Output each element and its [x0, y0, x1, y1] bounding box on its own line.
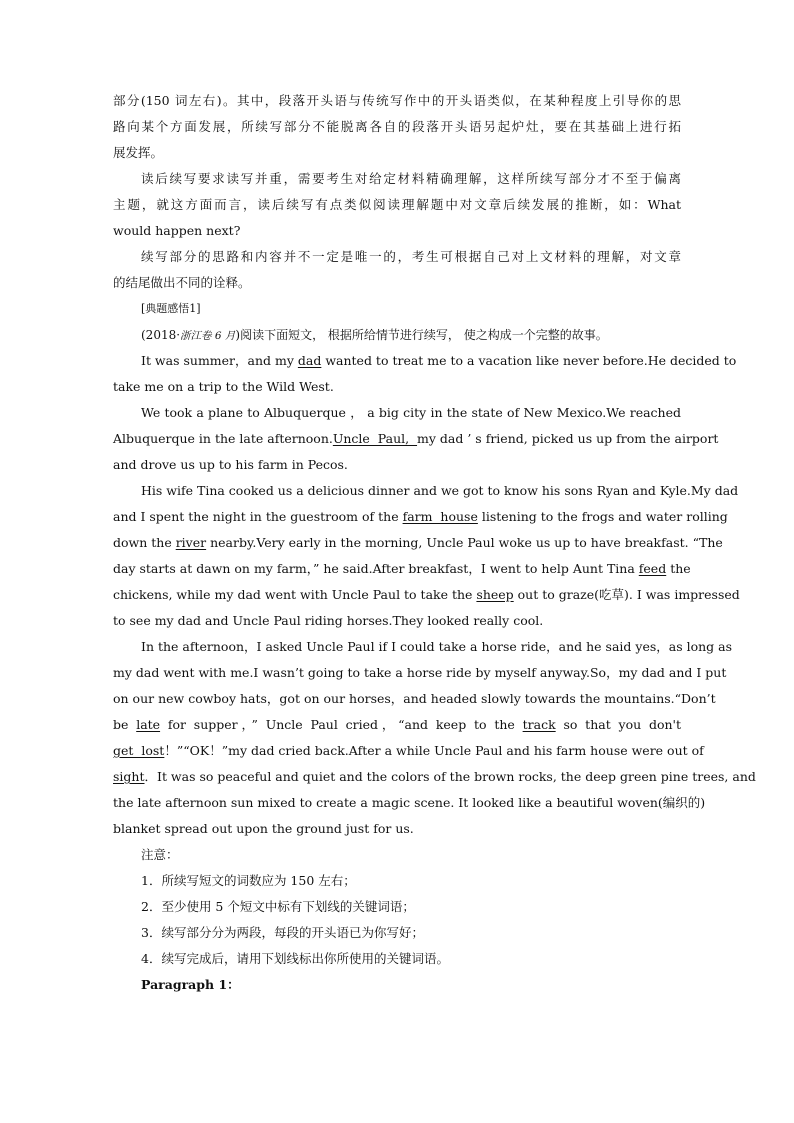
example-instruction: [113, 322, 681, 348]
story-line: [113, 504, 728, 530]
story-line: on our new cowboy hats，got on our horses，and headed slowly towards the mountains.“Don’t: [113, 691, 716, 706]
text-line: would happen next?: [113, 223, 241, 238]
paragraph-label: Paragraph 1：: [141, 977, 240, 992]
story-line: and drove us up to his farm in Pecos.: [113, 457, 348, 472]
story-line: [113, 530, 723, 556]
keyword: get lost: [113, 743, 165, 758]
note-item: 3．续写部分分为两段，每段的开头语已为你写好；: [141, 925, 424, 940]
story-line: to see my dad and Uncle Paul riding horses.They looked really cool.: [113, 613, 544, 628]
story-line: [113, 712, 681, 738]
story-text: for supper，” Uncle Paul cried，“and keep to the: [160, 717, 523, 732]
year-text: (2018·: [141, 328, 181, 342]
story-text: ．It was so peaceful and quiet and the colors of the brown rocks, the deep green pine trees, and: [144, 769, 756, 784]
story-line: [113, 764, 756, 790]
keyword: Uncle Paul,: [332, 431, 418, 446]
story-line: [113, 582, 740, 608]
text-line: 读后续写要求读写并重，需要考生对给定材料精确理解，这样所续写部分才不至于偏离: [141, 171, 681, 186]
story-line: [113, 738, 704, 764]
keyword: feed: [638, 561, 667, 576]
story-line: blanket spread out upon the ground just for us.: [113, 821, 414, 836]
story-line: [113, 556, 691, 582]
example-tag: [典题感悟1]: [141, 302, 201, 315]
story-line: my dad went with me.I wasn’t going to take a horse ride by myself anyway.So，my dad and I put: [113, 665, 727, 680]
story-line: In the afternoon，I asked Uncle Paul if I could take a horse ride，and he said yes，as long as: [141, 639, 733, 654]
story-text: so that you don't: [555, 717, 681, 732]
story-text: It was summer，and my: [141, 353, 298, 368]
keyword: sight: [113, 769, 145, 784]
story-text: nearby.Very early in the morning, Uncle Paul woke us up to have breakfast. “The: [206, 535, 723, 550]
text-line: 展发挥。: [113, 145, 164, 160]
text-line: 主题，就这方面而言，读后续写有点类似阅读理解题中对文章后续发展的推断，如：What: [113, 197, 681, 212]
note-item: 1．所续写短文的词数应为 150 左右；: [141, 873, 356, 888]
keyword: sheep: [476, 587, 514, 602]
document-page: [113, 88, 756, 998]
story-text: down the: [113, 535, 176, 550]
story-line: We took a plane to Albuquerque ， a big city in the state of New Mexico.We reached: [141, 405, 681, 420]
keyword: dad: [297, 353, 322, 368]
keyword: late: [136, 717, 161, 732]
text-line: 路向某个方面发展，所续写部分不能脱离各自的段落开头语另起炉灶，要在其基础上进行拓: [113, 119, 681, 134]
story-text: the: [666, 561, 691, 576]
text-line: 部分(150 词左右)。其中，段落开头语与传统写作中的开头语类似，在某种程度上引导你的思: [113, 93, 681, 108]
story-text: wanted to treat me to a vacation like never before.He decided to: [321, 353, 737, 368]
story-line: [113, 426, 719, 452]
story-text: ！”“OK！”my dad cried back.After a while Uncle Paul and his farm house were out of: [164, 743, 704, 758]
text-line: 续写部分的思路和内容并不一定是唯一的，考生可根据自己对上文材料的理解，对文章: [141, 249, 681, 264]
story-text: out to graze(吃草). I was impressed: [513, 587, 740, 602]
story-line: His wife Tina cooked us a delicious dinner and we got to know his sons Ryan and Kyle.My dad: [141, 483, 739, 498]
story-text: and I spent the night in the guestroom of the: [113, 509, 403, 524]
text-line: 的结尾做出不同的诠释。: [113, 275, 251, 290]
story-text: listening to the frogs and water rolling: [477, 509, 728, 524]
story-line: the late afternoon sun mixed to create a magic scene. It looked like a beautiful woven(编织的): [113, 795, 706, 810]
note-item: 2．至少使用 5 个短文中标有下划线的关键词语；: [141, 899, 415, 914]
keyword: farm house: [402, 509, 478, 524]
keyword: river: [175, 535, 207, 550]
story-line: [113, 348, 737, 374]
story-text: day starts at dawn on my farm，” he said.After breakfast，I went to help Aunt Tina: [113, 561, 639, 576]
story-text: my dad ’ s friend, picked us up from the airport: [417, 431, 719, 446]
story-text: be: [113, 717, 137, 732]
story-text: chickens, while my dad went with Uncle Paul to take the: [113, 587, 477, 602]
story-line: take me on a trip to the Wild West.: [113, 379, 334, 394]
keyword: track: [522, 717, 556, 732]
notes-heading: 注意：: [141, 847, 179, 862]
note-item: 4．续写完成后，请用下划线标出你所使用的关键词语。: [141, 951, 449, 966]
source-text: 浙江卷 6 月: [180, 330, 236, 342]
story-text: Albuquerque in the late afternoon.: [113, 431, 333, 446]
instruction-text: )阅读下面短文， 根据所给情节进行续写， 使之构成一个完整的故事。: [235, 328, 608, 342]
